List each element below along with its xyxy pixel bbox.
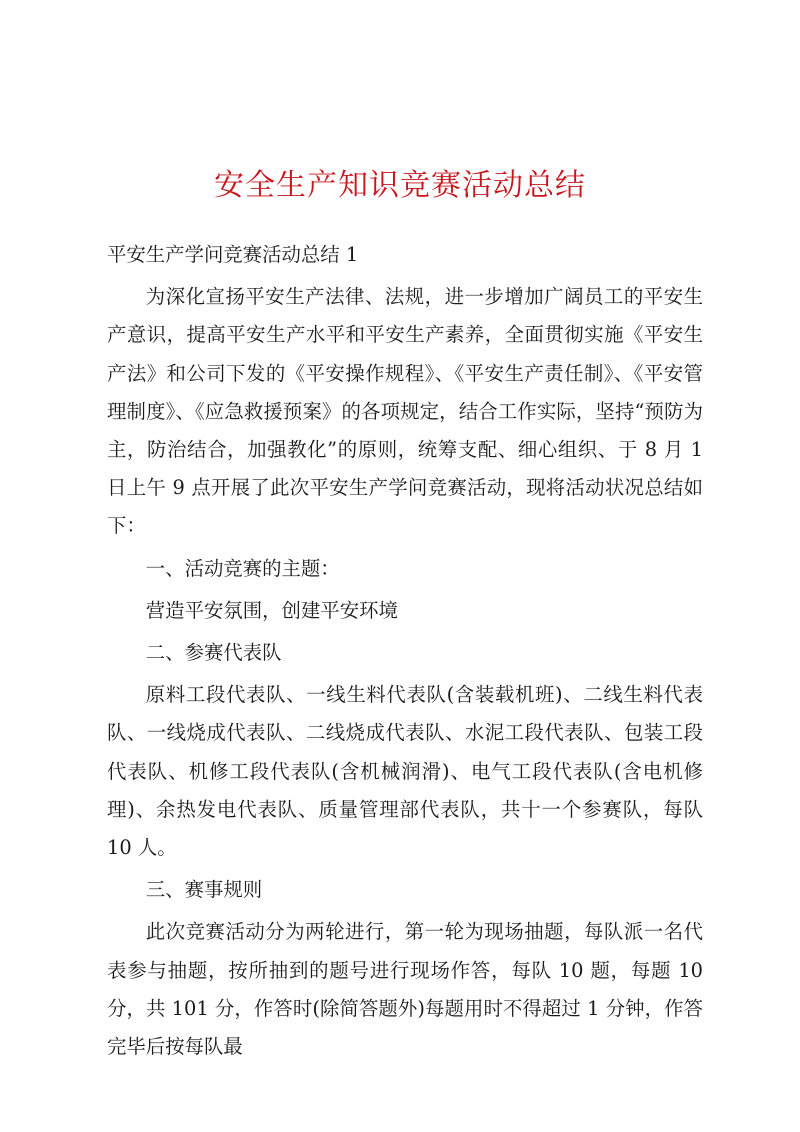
heading-rules: 三、赛事规则 xyxy=(145,878,263,902)
teams-paragraph: 原料工段代表队、一线生料代表队(含装载机班)、二线生料代表队、一线烧成代表队、二线烧成代表队、水泥工段代表队、包装工段代表队、机修工段代表队(含机械润滑)、电气工段代表队(含电机修理)、余热发电代表队、质量管理部代表队，共十一个参赛队，每队 10 人。 xyxy=(107,683,703,860)
rules-paragraph: 此次竞赛活动分为两轮进行，第一轮为现场抽题，每队派一名代表参与抽题，按所抽到的题号进行现场作答，每队 10 题，每题 10 分，共 101 分，作答时(除简答题外)每题用时不得超过 1 分钟，作答完毕后按每队最 xyxy=(107,920,703,1059)
heading-teams: 二、参赛代表队 xyxy=(145,641,282,665)
document-title: 安全生产知识竞赛活动总结 xyxy=(214,168,586,203)
intro-paragraph: 为深化宣扬平安生产法律、法规，进一步增加广阔员工的平安生产意识，提高平安生产水平和平安生产素养，全面贯彻实施《平安生产法》和公司下发的《平安操作规程》、《平安生产责任制》、《平安管理制度》、《应急救援预案》的各项规定，结合工作实际，坚持“预防为主，防治结合，加强教化”的原则，统筹支配、细心组织、于 8 月 1 日上午 9 点开展了此次平安生产学问竞赛活动，现将活动状况总结如下： xyxy=(107,285,703,538)
theme-paragraph: 营造平安氛围，创建平安环境 xyxy=(145,598,398,622)
document-body xyxy=(107,236,703,1066)
section-subtitle: 平安生产学问竞赛活动总结 1 xyxy=(107,243,359,266)
heading-theme: 一、活动竞赛的主题： xyxy=(145,556,340,580)
